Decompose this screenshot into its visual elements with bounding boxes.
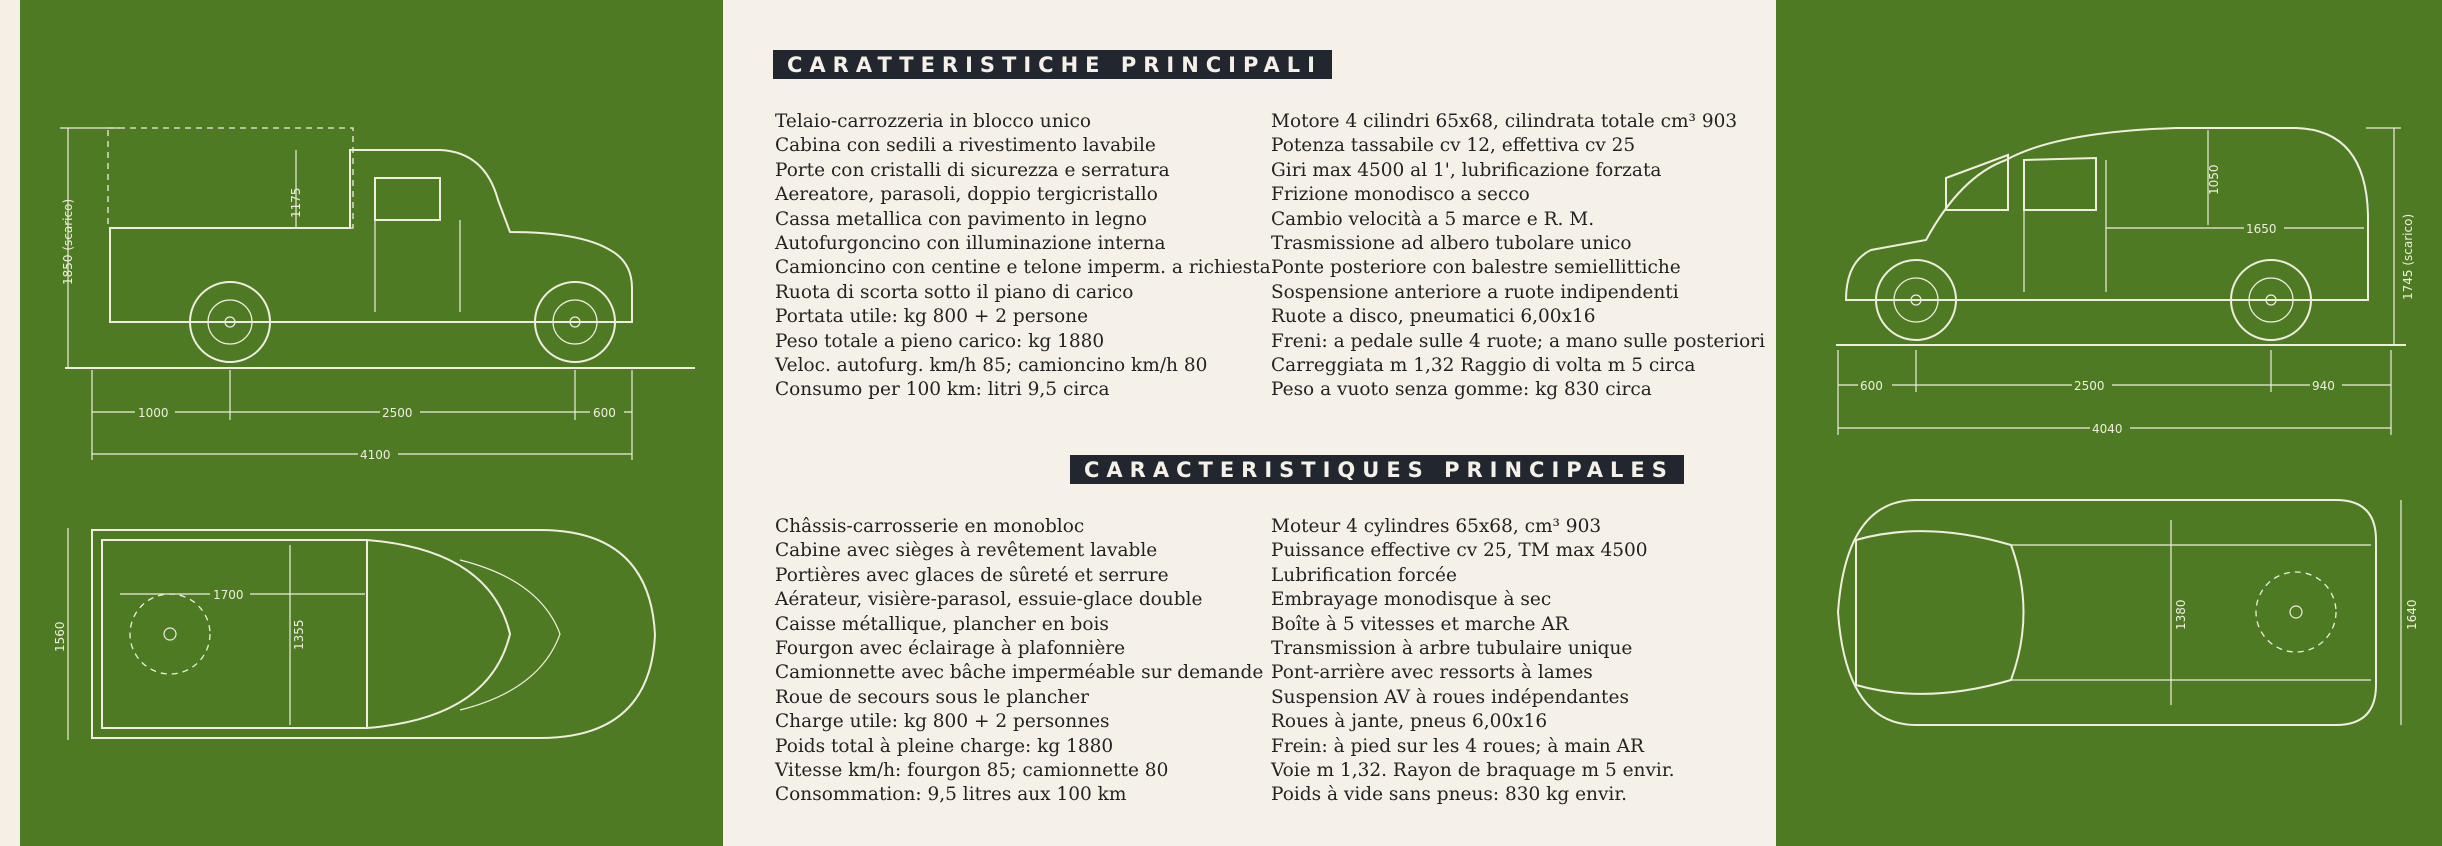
length-label: 4100: [360, 448, 391, 462]
list-item: Boîte à 5 vitesses et marche AR: [1271, 613, 1569, 635]
list-item: Suspension AV à roues indépendantes: [1271, 686, 1629, 708]
width-label: 1560: [53, 621, 67, 652]
list-item: Consommation: 9,5 litres aux 100 km: [775, 784, 1127, 806]
van-side-view: [1836, 128, 2415, 437]
list-item: Aérateur, visière-parasol, essuie-glace double: [775, 589, 1203, 611]
van-drawings: [1776, 0, 2442, 846]
list-item: Giri max 4500 al 1', lubrificazione forzata: [1271, 159, 1662, 181]
body-height-label: 1050: [2207, 164, 2221, 195]
list-item: Telaio-carrozzeria in blocco unico: [775, 111, 1092, 132]
list-item: Cabine avec sièges à revêtement lavable: [775, 540, 1158, 562]
list-item: Moteur 4 cylindres 65x68, cm³ 903: [1271, 516, 1602, 537]
list-item: Portata utile: kg 800 + 2 persone: [775, 306, 1089, 328]
list-item: Motore 4 cilindri 65x68, cilindrata totale cm³ 903: [1271, 111, 1738, 132]
list-item: Lubrification forcée: [1271, 564, 1457, 586]
list-item: Veloc. autofurg. km/h 85; camioncino km/h 80: [775, 355, 1208, 377]
list-item: Consumo per 100 km: litri 9,5 circa: [775, 379, 1110, 401]
van-hood-outline: [1856, 531, 2024, 694]
list-item: Camioncino con centine e telone imperm. a richiesta: [775, 257, 1271, 279]
italian-spec-list-left: [775, 110, 1271, 403]
french-spec-list-right: [1271, 515, 1675, 808]
list-item: Vitesse km/h: fourgon 85; camionnette 80: [775, 760, 1169, 782]
list-item: Embrayage monodisque à sec: [1271, 589, 1552, 611]
van-roof-lines: [2011, 545, 2371, 680]
list-item: Sospensione anteriore a ruote indipendenti: [1271, 281, 1679, 303]
cab-window: [375, 178, 440, 220]
list-item: Ruota di scorta sotto il piano di carico: [775, 281, 1134, 303]
list-item: Aereatore, parasoli, doppio tergicristallo: [775, 184, 1158, 206]
pickup-top-view: [53, 528, 655, 740]
rear-overhang-label: 600: [593, 406, 616, 420]
wheelbase-label: 2500: [2074, 379, 2105, 393]
van-body-outline: [1846, 128, 2368, 300]
rear-overhang-label: 940: [2312, 379, 2335, 393]
list-item: Cambio velocità a 5 marce e R. M.: [1271, 208, 1595, 230]
cargo-bed-outline: [108, 128, 353, 228]
list-item: Poids total à pleine charge: kg 1880: [775, 735, 1114, 757]
list-item: Cassa metallica con pavimento in legno: [775, 208, 1147, 230]
list-item: Potenza tassabile cv 12, effettiva cv 25: [1271, 135, 1636, 157]
list-item: Châssis-carrosserie en monobloc: [775, 516, 1085, 537]
cab-top-outline: [367, 540, 510, 728]
wheelbase-label: 2500: [382, 406, 413, 420]
list-item: Fourgon avec éclairage à plafonnière: [775, 638, 1126, 660]
van-side-window: [2024, 158, 2096, 210]
list-item: Porte con cristalli di sicurezza e serratura: [775, 159, 1170, 181]
list-item: Frein: à pied sur les 4 roues; à main AR: [1271, 735, 1644, 757]
list-item: Charge utile: kg 800 + 2 personnes: [775, 711, 1110, 733]
van-spare-wheel-outline: [2256, 572, 2336, 652]
bed-length-label: 1700: [213, 588, 244, 602]
list-item: Trasmissione ad albero tubolare unico: [1271, 233, 1632, 255]
front-overhang-label: 1000: [138, 406, 169, 420]
list-item: Voie m 1,32. Rayon de braquage m 5 envir.: [1271, 760, 1675, 782]
pickup-drawings: [20, 0, 723, 846]
van-door-lines: [2024, 160, 2106, 292]
list-item: Peso a vuoto senza gomme: kg 830 circa: [1271, 379, 1652, 401]
french-heading: CARACTERISTIQUES PRINCIPALES: [1070, 455, 1684, 484]
list-item: Freni: a pedale sulle 4 ruote; a mano sulle posteriori: [1271, 330, 1766, 352]
bed-width-label: 1355: [292, 619, 306, 650]
list-item: Peso totale a pieno carico: kg 1880: [775, 330, 1105, 352]
list-item: Cabina con sedili a rivestimento lavabile: [775, 135, 1156, 157]
list-item: Ponte posteriore con balestre semiellittiche: [1271, 257, 1681, 279]
height-scarico-label: 1745 (scarico): [2401, 213, 2415, 300]
van-top-view: [1838, 500, 2419, 725]
spare-hub: [2290, 606, 2302, 618]
list-item: Transmission à arbre tubulaire unique: [1271, 638, 1633, 660]
height-scarico-label: 1850 (scarico): [61, 198, 75, 285]
italian-heading: CARATTERISTICHE PRINCIPALI: [773, 50, 1332, 79]
specifications-panel: [723, 0, 1776, 846]
list-item: Puissance effective cv 25, TM max 4500: [1271, 540, 1648, 562]
bed-top-outline: [102, 540, 367, 728]
spare-wheel-outline: [130, 594, 210, 674]
van-drawings-panel: [1776, 0, 2442, 846]
italian-spec-list-right: [1271, 110, 1765, 403]
paper-edge: [0, 0, 20, 846]
cab-height-label: 1175: [289, 187, 303, 218]
list-item: Pont-arrière avec ressorts à lames: [1271, 662, 1593, 684]
list-item: Ruote a disco, pneumatici 6,00x16: [1271, 306, 1596, 328]
spare-hub: [164, 628, 176, 640]
french-spec-list-left: [775, 515, 1263, 808]
door-lines: [375, 220, 460, 312]
list-item: Poids à vide sans pneus: 830 kg envir.: [1271, 784, 1628, 806]
list-item: Carreggiata m 1,32 Raggio di volta m 5 circa: [1271, 355, 1696, 377]
length-label: 4040: [2092, 422, 2123, 436]
cargo-width-label: 1380: [2174, 599, 2188, 630]
list-item: Autofurgoncino con illuminazione interna: [775, 233, 1166, 255]
list-item: Roues à jante, pneus 6,00x16: [1271, 711, 1548, 733]
width-label: 1640: [2405, 599, 2419, 630]
list-item: Caisse métallique, plancher en bois: [775, 613, 1109, 635]
list-item: Portières avec glaces de sûreté et serrure: [775, 564, 1169, 586]
van-top-outline: [1838, 500, 2376, 725]
pickup-side-view: [60, 128, 695, 463]
pickup-body-outline: [110, 150, 632, 322]
list-item: Camionnette avec bâche imperméable sur demande: [775, 662, 1264, 684]
list-item: Frizione monodisco a secco: [1271, 184, 1530, 206]
list-item: Roue de secours sous le plancher: [775, 686, 1089, 708]
pickup-drawings-panel: [20, 0, 723, 846]
cargo-length-label: 1650: [2246, 222, 2277, 236]
front-overhang-label: 600: [1860, 379, 1883, 393]
